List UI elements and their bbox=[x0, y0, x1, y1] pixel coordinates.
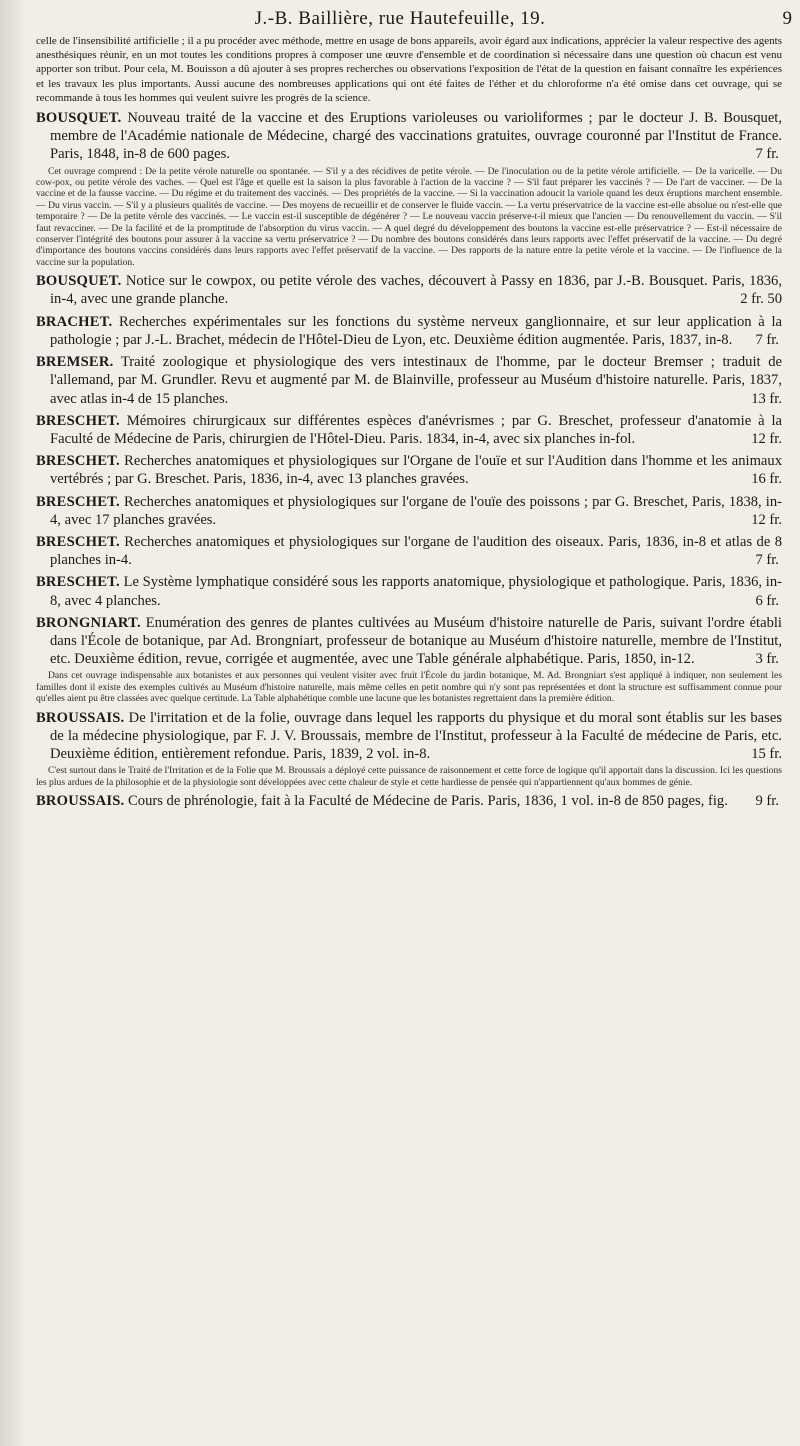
continued-paragraph: celle de l'insensibilité artificielle ; il a pu procéder avec méthode, mettre en usage de bons appareils, avoir égard aux indications, apprécier la valeur respective des agents anesthésiques réunir, en un mot toutes les conditions propres à composer une œuvre d'ensemble et de coordination si nécessaire dans une question où chacun est venu apporter son tribut. Pour cela, M. Bouisson a dû ajouter à ses propres recherches ou observations l'exposition de l'état de la question en faisant connaître les expériences et les travaux les plus importants. Aussi aucune des nombreuses applications qui ont été faites de l'éther et du chloroforme n'a été omise dans cet ouvrage, qui se recommande à tous les hommes qui veulent suivre les progrès de la science. bbox=[36, 35, 782, 104]
entry-heading bbox=[36, 792, 782, 810]
catalogue-entry bbox=[36, 792, 782, 810]
page-header bbox=[0, 6, 800, 32]
entry-price: 7 fr. bbox=[755, 331, 779, 348]
entry-price: 15 fr. bbox=[751, 745, 782, 762]
entry-author: BRESCHET. bbox=[36, 574, 120, 591]
catalogue-entry bbox=[36, 493, 782, 529]
catalogue-body bbox=[36, 34, 782, 1442]
entry-description: Mémoires chirurgicaux sur différentes espèces d'anévrismes ; par G. Breschet, professeur d'anatomie à la Faculté de Médecine de Paris, chirurgien de l'Hôtel-Dieu. Paris. 1834, in-4, avec six planches in-fol. bbox=[50, 412, 782, 447]
entry-heading bbox=[36, 452, 782, 488]
binding-shadow bbox=[0, 0, 26, 1446]
entry-price: 6 fr. bbox=[755, 592, 779, 609]
entry-heading bbox=[36, 709, 782, 764]
entry-description: De l'irritation et de la folie, ouvrage dans lequel les rapports du physique et du moral sont établis sur les bases de la médecine physiologique, par F. J. V. Broussais, membre de l'Institut, professeur à la Faculté de médecine de Paris, etc. Deuxième édition, entièrement refondue. Paris, 1839, 2 vol. in-8. bbox=[50, 709, 782, 762]
catalogue-entry bbox=[36, 412, 782, 448]
entry-description: Recherches anatomiques et physiologiques sur l'Organe de l'ouïe et sur l'Audition dans l'homme et les animaux vertébrés ; par G. Breschet. Paris, 1836, in-4, avec 13 planches gravées. bbox=[50, 453, 782, 488]
entry-author: BRESCHET. bbox=[36, 533, 120, 550]
entry-author: BRESCHET. bbox=[36, 493, 120, 510]
entry-description: Recherches anatomiques et physiologiques sur l'organe de l'ouïe des poissons ; par G. Breschet, Paris, 1838, in-4, avec 17 planches gravées. bbox=[50, 493, 782, 528]
catalogue-entry bbox=[36, 313, 782, 349]
entry-note: Dans cet ouvrage indispensable aux botanistes et aux personnes qui veulent visiter avec fruit l'École du jardin botanique, M. Ad. Brongniart s'est appliqué à indiquer, non seulement les familles dont il existe des exemples cultivés au Muséum d'histoire naturelle, mais même celles en petit nombre qui n'y sont pas représentées et dont la structure est suffisamment connue pour qu'elles aient pu être classées avec quelque certitude. La Table alphabétique comble une lacune que les botanistes regrettaient dans la première édition. bbox=[36, 670, 782, 705]
entry-heading bbox=[36, 614, 782, 669]
entry-price: 13 fr. bbox=[751, 390, 782, 407]
entry-price: 3 fr. bbox=[755, 651, 779, 668]
catalogue-entry bbox=[36, 533, 782, 569]
catalogue-entry bbox=[36, 573, 782, 609]
entry-price: 12 fr. bbox=[751, 511, 782, 528]
entry-description: Recherches expérimentales sur les fonctions du système nerveux ganglionnaire, et sur leur application à la pathologie ; par J.-L. Brachet, médecin de l'Hôtel-Dieu de Lyon, etc. Deuxième édition augmentée. Paris, 1837, in-8. bbox=[50, 313, 782, 348]
entry-heading bbox=[36, 272, 782, 308]
entry-description: Cours de phrénologie, fait à la Faculté de Médecine de Paris. Paris, 1836, 1 vol. in-8 de 850 pages, fig. bbox=[128, 792, 728, 809]
catalogue-entry bbox=[36, 614, 782, 705]
entry-description: Recherches anatomiques et physiologiques sur l'organe de l'audition des oiseaux. Paris, 1836, in-8 et atlas de 8 planches in-4. bbox=[50, 533, 782, 569]
entry-list bbox=[36, 109, 782, 810]
entry-author: BOUSQUET. bbox=[36, 110, 122, 127]
entry-price: 7 fr. bbox=[755, 146, 779, 163]
entry-description: Traité zoologique et physiologique des vers intestinaux de l'homme, par le docteur Bremser ; traduit de l'allemand, par M. Grundler. Revu et augmenté par M. de Blainville, professeur au Muséum d'histoire naturelle. Paris, 1837, avec atlas in-4 de 15 planches. bbox=[50, 354, 782, 407]
entry-heading bbox=[36, 313, 782, 349]
entry-author: BRESCHET. bbox=[36, 453, 120, 470]
entry-price: 9 fr. bbox=[755, 792, 779, 809]
running-title: J.-B. Baillière, rue Hautefeuille, 19. bbox=[254, 8, 546, 29]
entry-description: Nouveau traité de la vaccine et des Eruptions varioleuses ou varioliformes ; par le docteur J. B. Bousquet, membre de l'Académie nationale de Médecine, chargé des vaccinations gratuites, ouvrage couronné par l'Institut de France. Paris, 1848, in-8 de 600 pages. bbox=[50, 110, 782, 163]
entry-description: Le Système lymphatique considéré sous les rapports anatomique, physiologique et pathologique. Paris, 1836, in-8, avec 4 planches. bbox=[50, 574, 782, 609]
catalogue-entry bbox=[36, 272, 782, 308]
entry-author: BRONGNIART. bbox=[36, 614, 141, 631]
entry-author: BRACHET. bbox=[36, 313, 113, 330]
entry-author: BROUSSAIS. bbox=[36, 709, 125, 726]
entry-author: BROUSSAIS. bbox=[36, 792, 125, 809]
entry-heading bbox=[36, 353, 782, 408]
entry-price: 16 fr. bbox=[751, 471, 782, 488]
entry-price: 7 fr. bbox=[755, 552, 779, 569]
entry-heading bbox=[36, 573, 782, 609]
entry-price: 2 fr. 50 bbox=[740, 291, 782, 308]
entry-description: Notice sur le cowpox, ou petite vérole des vaches, découvert à Passy en 1836, par J.-B. Bousquet. Paris, 1836, in-4, avec une grande planche. bbox=[50, 273, 782, 308]
entry-author: BREMSER. bbox=[36, 354, 114, 371]
entry-note: C'est surtout dans le Traité de l'Irritation et de la Folie que M. Broussais a déployé cette puissance de raisonnement et cette force de logique qu'il apportait dans la discussion. Ici les questions les plus ardues de la philosophie et de la physiologie sont développées avec cette chaleur de style et cette hardiesse de pensée qui n'appartiennent qu'aux hommes de génie. bbox=[36, 765, 782, 788]
entry-price: 12 fr. bbox=[751, 430, 782, 447]
entry-author: BOUSQUET. bbox=[36, 273, 122, 290]
entry-description: Enumération des genres de plantes cultivées au Muséum d'histoire naturelle de Paris, suivant l'ordre établi dans l'École de botanique, par Ad. Brongniart, professeur de botanique au Muséum d'histoire naturelle, membre de l'Institut, etc. Deuxième édition, revue, corrigée et augmentée, avec une Table générale alphabétique. Paris, 1850, in-12. bbox=[50, 614, 782, 668]
entry-heading bbox=[36, 533, 782, 569]
entry-author: BRESCHET. bbox=[36, 412, 120, 429]
entry-heading bbox=[36, 412, 782, 448]
page-number: 9 bbox=[782, 8, 792, 29]
catalogue-entry bbox=[36, 709, 782, 788]
entry-heading bbox=[36, 109, 782, 164]
catalogue-entry bbox=[36, 452, 782, 488]
catalogue-entry bbox=[36, 109, 782, 268]
catalogue-entry bbox=[36, 353, 782, 408]
entry-note: Cet ouvrage comprend : De la petite vérole naturelle ou spontanée. — S'il y a des récidives de petite vérole. — De l'inoculation ou de la petite vérole artificielle. — De la varicelle. — Du cow-pox, ou petite vérole des vaches. — Quel est l'âge et quelle est la saison la plus favorable à l'action de la vaccine ? — S'il faut préparer les vaccinés ? — De l'art de vacciner. — De la vaccine et de la fausse vaccine. — Du régime et du traitement des vaccinés. — Des propriétés de la vaccine. — Si la vaccination adoucit la variole quand les deux éruptions marchent ensemble. — Du virus vaccin. — S'il y a plusieurs qualités de vaccine. — Des moyens de recueillir et de conserver le fluide vaccin. — La vertu préservatrice de la vaccine est-elle absolue ou n'est-elle que temporaire ? — De la petite vérole des vaccinés. — Le vaccin est-il susceptible de dégénérer ? — Le nouveau vaccin préserve-t-il mieux que l'ancien — Du renouvellement du vaccin. — S'il faut revacciner. — De la facilité et de la promptitude de l'absorption du virus vaccin. — A quel degré du développement des boutons la vaccine est-elle préservatrice ? — Est-il nécessaire de conserver l'intégrité des boutons pour assurer à la vaccine sa vertu préservatrice ? — Du nombre des boutons considérés dans leurs rapports avec l'effet préservatif de la vaccine. — Du degré d'importance des boutons vaccins considérés dans leurs rapports avec l'effet préservatif de la vaccine. — Des rapports de la nature entre la petite vérole et la vaccine. — De l'influence de la vaccine sur la population. bbox=[36, 165, 782, 268]
entry-heading bbox=[36, 493, 782, 529]
